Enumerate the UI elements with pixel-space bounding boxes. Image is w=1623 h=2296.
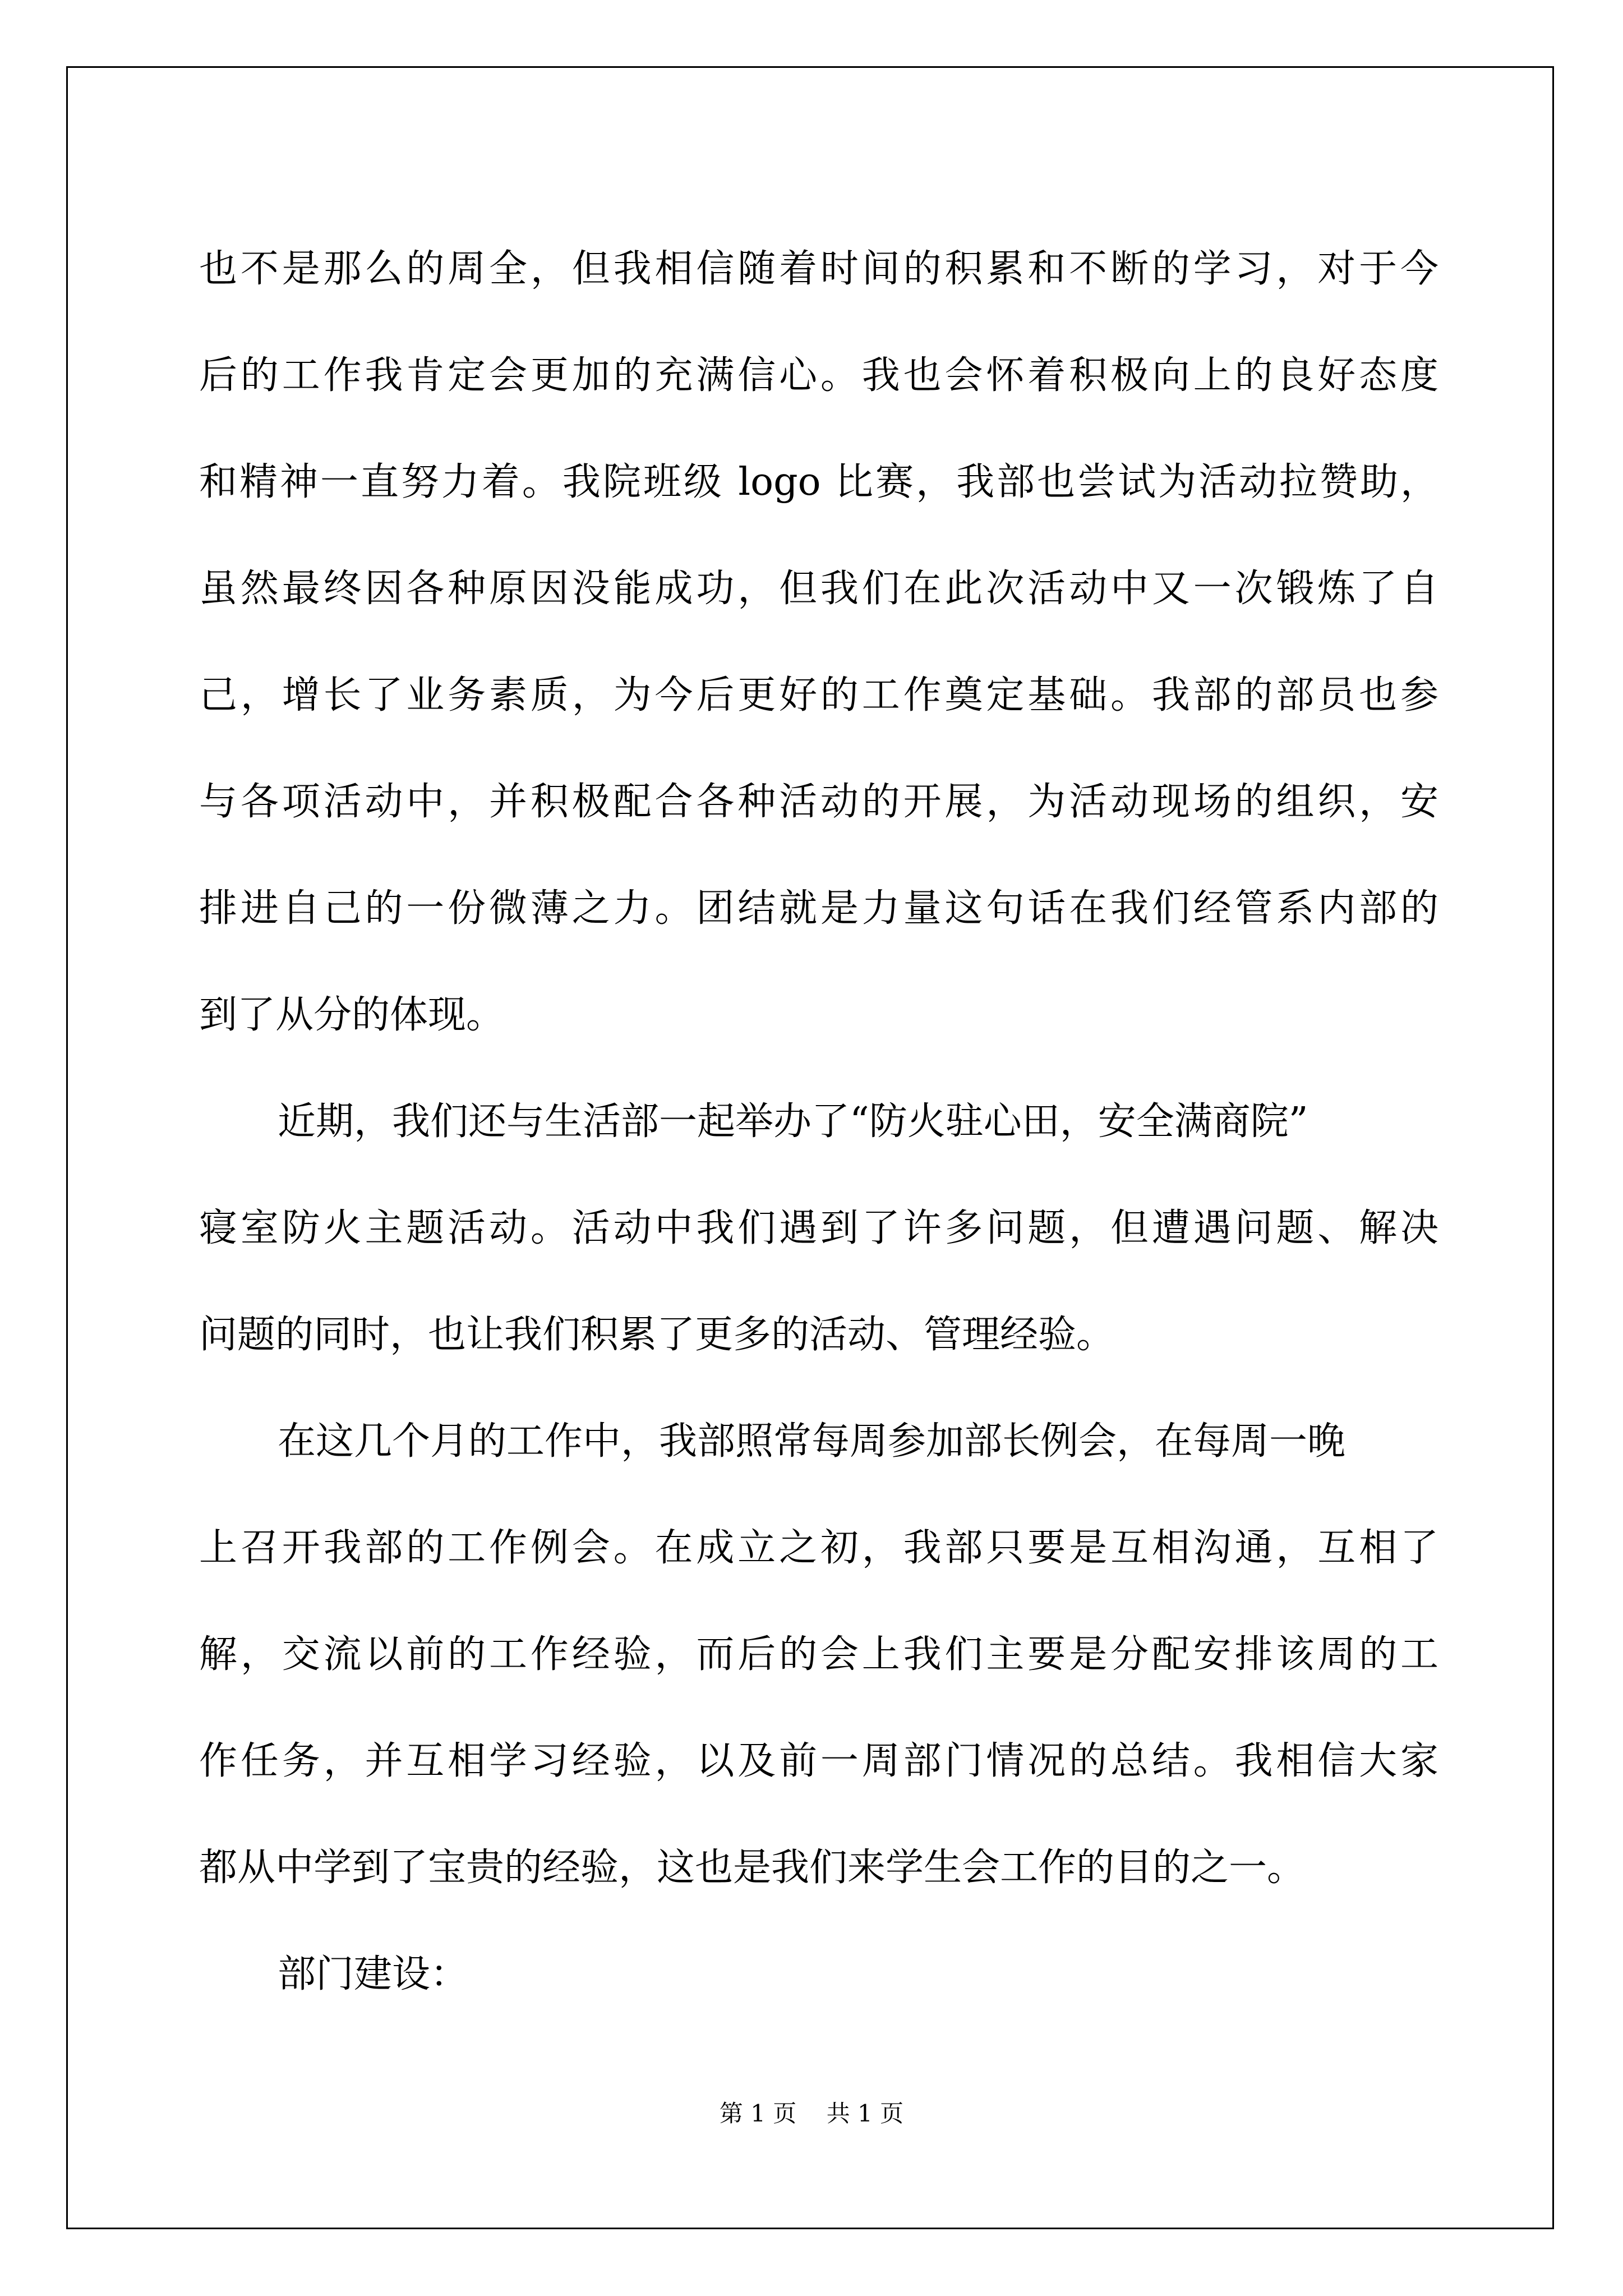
text-line: 上召开我部的工作例会。在成立之初，我部只要是互相沟通，互相了 <box>199 1526 1438 1570</box>
paragraph <box>199 216 1438 1069</box>
text-line: 作任务，并互相学习经验，以及前一周部门情况的总结。我相信大家 <box>199 1739 1438 1783</box>
text-line: 近期，我们还与生活部一起举办了“防火驻心田，安全满商院” <box>278 1099 1308 1144</box>
text-line: 排进自己的一份微薄之力。团结就是力量这句话在我们经管系内部的 <box>199 886 1438 931</box>
page-footer <box>0 2095 1623 2129</box>
page-number: 第 1 页 <box>719 2100 797 2127</box>
text-line: 己，增长了业务素质，为今后更好的工作奠定基础。我部的部员也参 <box>199 673 1438 717</box>
text-line: 与各项活动中，并积极配合各种活动的开展，为活动现场的组织，安 <box>199 780 1438 824</box>
text-line: 也不是那么的周全，但我相信随着时间的积累和不断的学习，对于今 <box>199 247 1438 291</box>
text-line: 在这几个月的工作中，我部照常每周参加部长例会，在每周一晚 <box>278 1419 1346 1464</box>
text-line: 和精神一直努力着。我院班级 logo 比赛，我部也尝试为活动拉赞助， <box>199 460 1438 504</box>
text-line: 部门建设： <box>278 1952 469 1996</box>
text-line: 到了从分的体现。 <box>199 993 505 1037</box>
page-total: 共 1 页 <box>826 2100 904 2127</box>
paragraph <box>199 1069 1438 1388</box>
text-line: 都从中学到了宝贵的经验，这也是我们来学生会工作的目的之一。 <box>199 1846 1306 1890</box>
paragraph <box>199 1388 1438 1921</box>
document-body <box>199 216 1438 2028</box>
paragraph <box>199 1921 1438 2028</box>
text-line: 问题的同时，也让我们积累了更多的活动、管理经验。 <box>199 1313 1115 1357</box>
text-line: 寝室防火主题活动。活动中我们遇到了许多问题，但遭遇问题、解决 <box>199 1206 1438 1250</box>
text-line: 解，交流以前的工作经验，而后的会上我们主要是分配安排该周的工 <box>199 1632 1438 1677</box>
text-line: 虽然最终因各种原因没能成功，但我们在此次活动中又一次锻炼了自 <box>199 567 1438 611</box>
text-line: 后的工作我肯定会更加的充满信心。我也会怀着积极向上的良好态度 <box>199 353 1438 398</box>
